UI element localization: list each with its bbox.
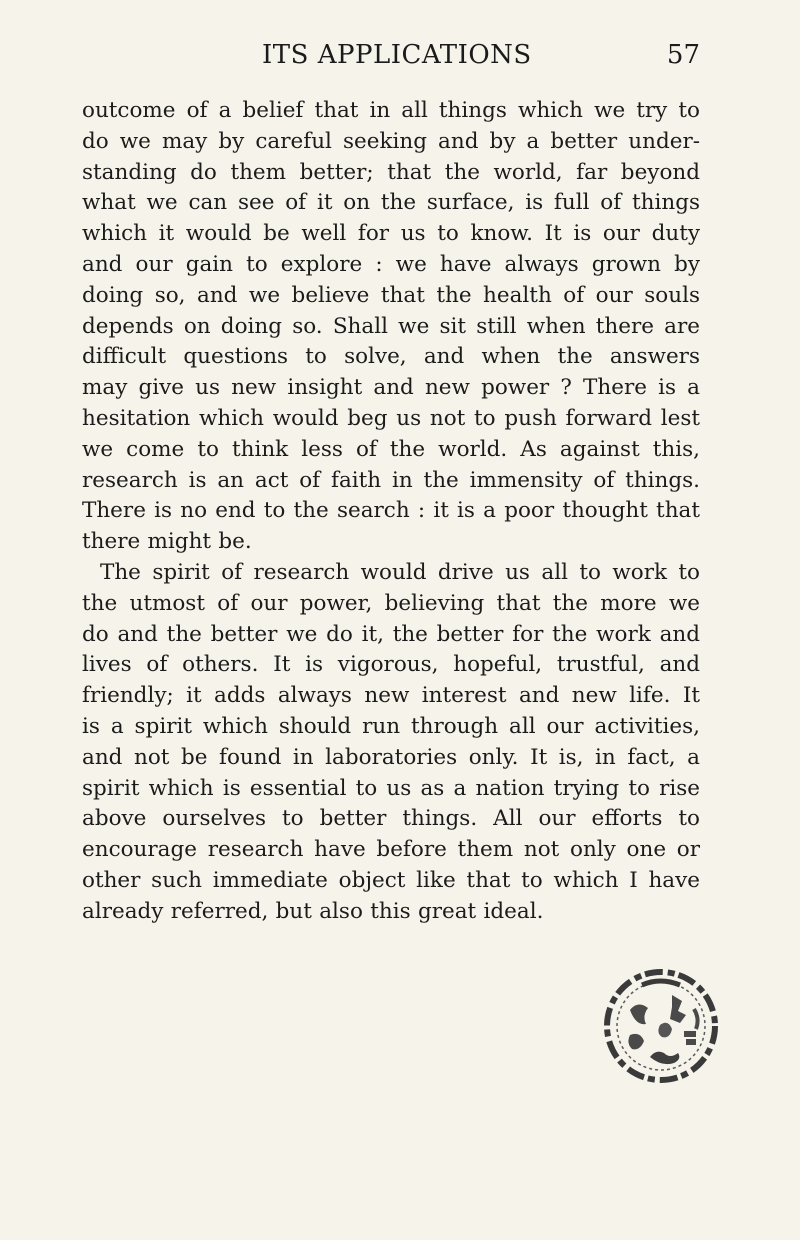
text-line: what we can see of it on the surface, is full of things: [82, 190, 700, 216]
text-line: and not be found in laboratories only. It is, in fact, a: [82, 744, 700, 770]
text-line: encourage research have before them not only one or: [82, 837, 700, 863]
text-line: there might be.: [82, 529, 252, 555]
text-line: we come to think less of the world. As against this,: [82, 436, 700, 462]
text-line: There is no end to the search : it is a poor thought that: [82, 498, 700, 524]
text-line: spirit which is essential to us as a nation trying to rise: [82, 775, 700, 801]
paragraph-1: [82, 96, 700, 558]
text-line: friendly; it adds always new interest and new life. It: [82, 683, 700, 709]
text-line: lives of others. It is vigorous, hopeful, trustful, and: [82, 652, 700, 678]
page-number: 57: [666, 40, 700, 70]
library-seal-stamp-icon: [600, 965, 722, 1087]
paragraph-2: [82, 558, 700, 928]
text-line: already referred, but also this great ideal.: [82, 898, 544, 924]
text-line: above ourselves to better things. All our efforts to: [82, 806, 700, 832]
body-text: [82, 96, 700, 928]
text-line: is a spirit which should run through all our activities,: [82, 713, 700, 739]
text-line: doing so, and we believe that the health of our souls: [82, 282, 700, 308]
text-line: research is an act of faith in the immensity of things.: [82, 467, 700, 493]
text-line: which it would be well for us to know. It is our duty: [82, 221, 700, 247]
text-line: depends on doing so. Shall we sit still when there are: [82, 313, 700, 339]
text-line: standing do them better; that the world, far beyond: [82, 159, 700, 185]
text-line: may give us new insight and new power ? There is a: [82, 375, 700, 401]
text-line: The spirit of research would drive us all to work to: [100, 559, 700, 585]
page-header: [262, 40, 700, 80]
text-line: do we may by careful seeking and by a better under-: [82, 128, 700, 154]
text-line: other such immediate object like that to which I have: [82, 867, 700, 893]
text-line: the utmost of our power, believing that the more we: [82, 590, 700, 616]
text-line: and our gain to explore : we have always grown by: [82, 251, 700, 277]
text-line: outcome of a belief that in all things which we try to: [82, 98, 700, 123]
running-head: ITS APPLICATIONS: [262, 40, 532, 70]
text-line: difficult questions to solve, and when the answers: [82, 344, 700, 370]
text-line: hesitation which would beg us not to push forward lest: [82, 405, 700, 431]
text-line: do and the better we do it, the better for the work and: [82, 621, 700, 647]
